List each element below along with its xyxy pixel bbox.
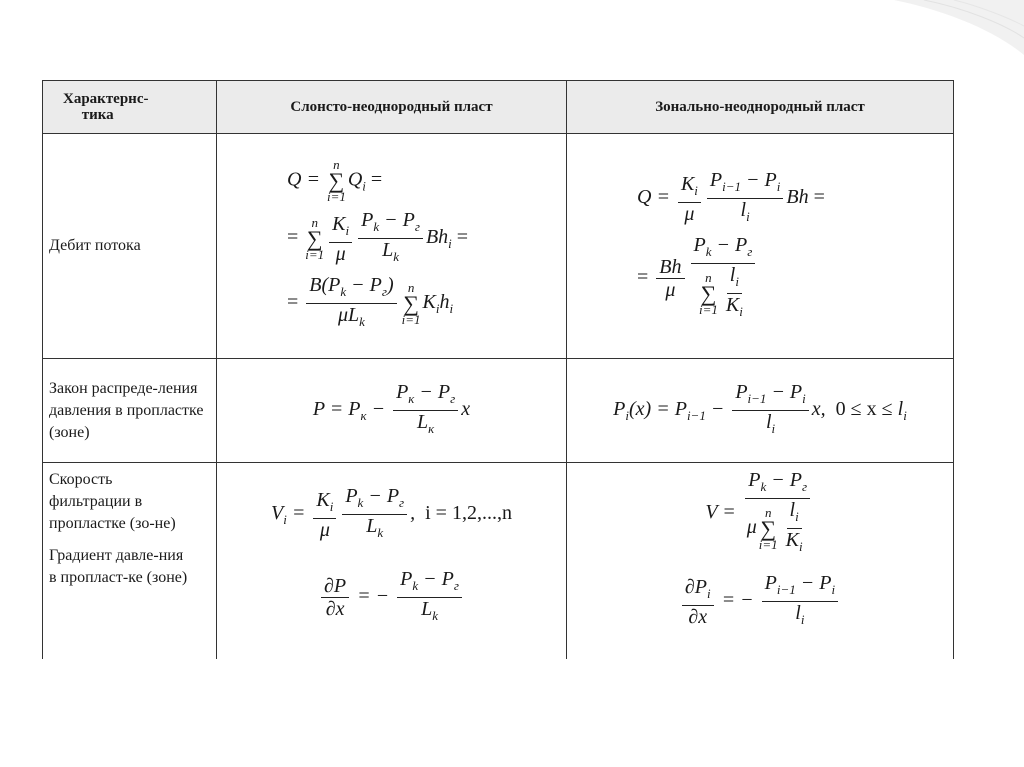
table-row xyxy=(43,463,954,660)
row-label-velocity-gradient xyxy=(43,463,217,660)
header-characteristic: Характернс- тика xyxy=(43,81,217,134)
formula-pressure-layered: $P = P_к$ − $P_к - P_г$ $L_к$ x xyxy=(217,359,567,463)
row-label-pressure: Закон распреде-ления давления в пропластке (зоне) xyxy=(43,359,217,463)
formula-debit-layered: Q = n ∑ i=1 $Q_i$ = = n ∑ i=1 $\frac{K_i}{\mu}$ $P_k - P_г$ $L_k$ $Bh_i$ = = $B(P_k - P_г)$ $\mu L_k$ n ∑ i=1 $K_ih_i$ xyxy=(217,134,567,359)
page-curl-decoration xyxy=(884,0,1024,70)
comparison-table xyxy=(42,80,933,636)
formula-pressure-zonal: $P_i(x) = P_{i-1}$ − $\frac{P_{i-1} - P_i}{l_i}$ x, $0 \le x \le l_i$ xyxy=(567,359,954,463)
row-label-debit: Дебит потока xyxy=(43,134,217,359)
formula-velocity-gradient-zonal: V = $P_k - P_г$ μ n ∑ i=1 $\frac{l_i}{K_i}$ $\frac{\partial P_i}{\partial x}$ = − $\frac{P_{i-1} - P_i}{l_i}$ xyxy=(567,463,954,660)
table-header-row xyxy=(43,81,954,134)
formula-debit-zonal: Q = $\frac{K_i}{\mu}$ $\frac{P_{i-1} - P_i}{l_i}$ Bh = = $\frac{Bh}{\mu}$ $P_k - P_г$ n ∑ i=1 $\frac{l_i}{K_i}$ xyxy=(567,134,954,359)
table-row xyxy=(43,134,954,359)
header-zonal: Зонально-неоднородный пласт xyxy=(567,81,954,134)
row-label-gradient: Градиент давле-ния в пропласт-ке (зоне) xyxy=(49,547,188,586)
header-layered: Слонсто-неоднородный пласт xyxy=(217,81,567,134)
row-label-velocity: Скорость фильтрации в пропластке (зо-не) xyxy=(49,471,176,532)
formula-velocity-gradient-layered: $V_i$ = $\frac{K_i}{\mu}$ $P_k - P_г$ $L_k$ , i = 1,2,...,n $\frac{\partial P}{\partial x}$ = − $P_k - P_г$ $L_k$ xyxy=(217,463,567,660)
table-row xyxy=(43,359,954,463)
